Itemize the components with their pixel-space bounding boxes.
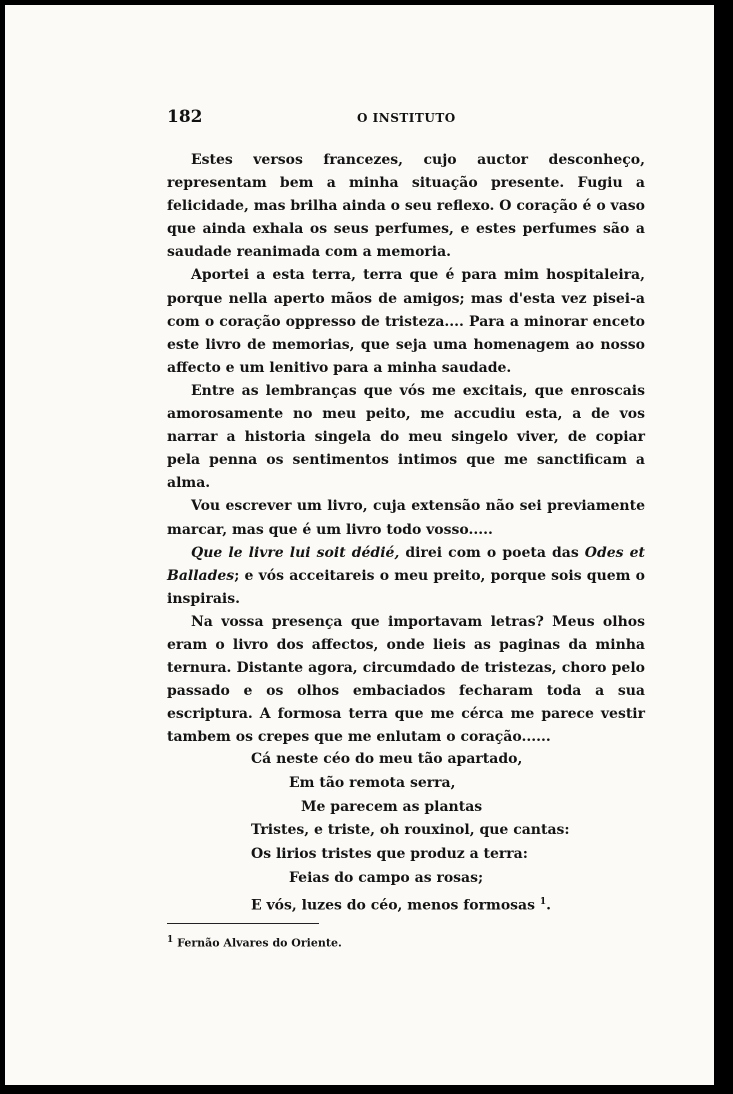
page-header: [167, 107, 647, 131]
footnote-text: Fernão Alvares do Oriente.: [177, 936, 342, 950]
paragraph: Entre as lembranças que vós me excitais, que enroscais amorosamente no meu peito, me accudiu esta, a de vos narrar a historia singela do meu singelo viver, de copiar pela penna os sentimentos intimos que me sanctificam a alma.: [167, 382, 645, 492]
paragraph: Aportei a esta terra, terra que é para mim hospitaleira, porque nella aperto mãos de amigos; mas d'esta vez pisei-a com o coração oppresso de tristeza.... Para a minorar enceto este livro de memorias, que seja uma homenagem ao nosso affecto e um lenitivo para a minha saudade.: [167, 267, 645, 376]
body-text: [167, 149, 645, 749]
page-number: 182: [167, 107, 203, 127]
quote-italic-phrase: Que le livre lui soit dédié,: [191, 544, 400, 561]
verse-line-text: E vós, luzes do céo, menos formosas: [251, 897, 535, 914]
quote-italic-title: Odes et Ballades: [167, 544, 645, 584]
footnote-rule: [167, 923, 319, 924]
verse-line: Tristes, e triste, oh rouxinol, que cantas:: [251, 822, 570, 839]
verse-line: Feias do campo as rosas;: [289, 869, 484, 886]
verse-line: Em tão remota serra,: [289, 774, 456, 791]
paragraph: Estes versos francezes, cujo auctor desconheço, representam bem a minha situação presente. Fugiu a felicidade, mas brilha ainda o seu reflexo. O coração é o vaso que ainda exhala os seus perfumes, e estes perfumes são a saudade reanimada com a memoria.: [167, 152, 645, 261]
verse-line: Cá neste céo do meu tão apartado,: [251, 751, 523, 767]
quote-end: ; e vós acceitareis o meu preito, porque sois quem o inspirais.: [167, 567, 645, 607]
book-page: [5, 5, 725, 1085]
verse-block: [167, 748, 645, 918]
paragraph: Na vossa presença que importavam letras? Meus olhos eram o livro dos affectos, onde lieis as paginas da minha ternura. Distante agora, circumdado de tristezas, choro pelo passado e os olhos embaciados fecharam toda a sua escriptura. A formosa terra que me cérca me parece vestir tambem os crepes que me enlutam o coração......: [167, 613, 645, 746]
verse-line-last: E vós, luzes do céo, menos formosas $^1$.: [251, 896, 552, 914]
scan-border: [714, 5, 725, 1085]
footnote: [167, 935, 342, 950]
footnote-ref: 1: [539, 896, 547, 907]
paragraph: Vou escrever um livro, cuja extensão não sei previamente marcar, mas que é um livro todo vosso.....: [167, 498, 645, 538]
verse-line: Os lirios tristes que produz a terra:: [251, 846, 528, 863]
quote-paragraph: [167, 542, 645, 611]
verse-line: Me parecem as plantas: [301, 798, 483, 815]
running-title: O INSTITUTO: [357, 111, 456, 125]
quote-middle: direi com o poeta das: [399, 544, 585, 561]
footnote-marker: 1: [167, 935, 174, 945]
